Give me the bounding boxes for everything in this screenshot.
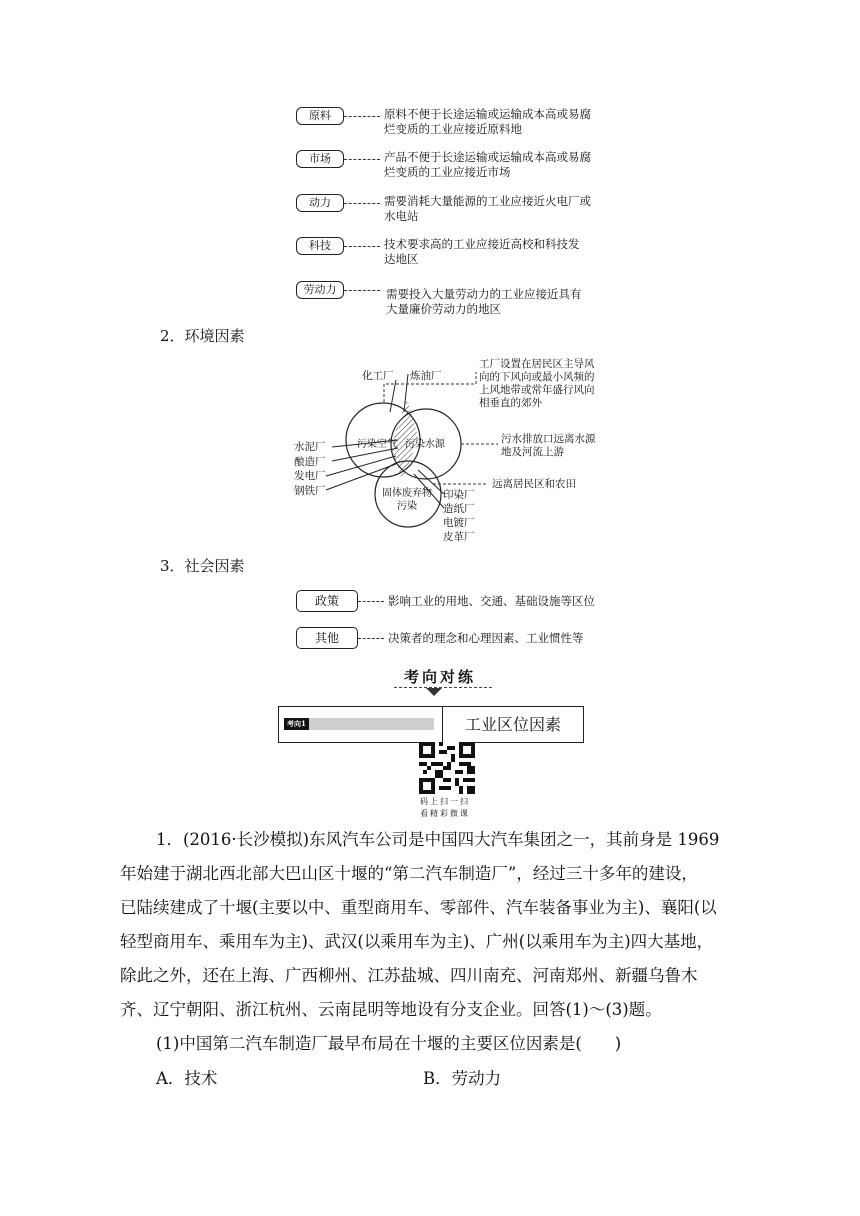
solid-note: 远离居民区和农田 [492, 478, 576, 490]
paragraph-line: 年始建于湖北西北部大巴山区十堰的“第二汽车制造厂”，经过三十多年的建设， [120, 864, 698, 883]
note-line: 上风地带或常年盛行风向 [479, 384, 595, 396]
paragraph-line: 1．(2016·长沙模拟)东风汽车公司是中国四大汽车集团之一，其前身是 1969 [156, 830, 720, 849]
factory-label-refinery: 炼油厂 [410, 370, 442, 382]
dashed-connector [358, 638, 384, 639]
factory-label: 电镀厂 [443, 517, 475, 529]
note-line: 相垂直的郊外 [479, 397, 542, 409]
desc-line: 烂变质的工业应接近市场 [384, 165, 511, 179]
air-note [479, 358, 595, 410]
paragraph-line: 已陆续建成了十堰(主要以中、重型商用车、零部件、汽车装备事业为主)、襄阳(以 [120, 898, 717, 917]
label-line: 固体废弃物 [382, 488, 432, 499]
desc-line: 原料不便于长途运输或运输成本高或易腐 [384, 107, 591, 121]
note-line: 地及河流上游 [501, 446, 564, 458]
factory-label: 钢铁厂 [294, 484, 326, 497]
factory-label: 酿造厂 [294, 455, 326, 468]
banner-underline [394, 687, 492, 688]
desc-line: 烂变质的工业应接近原料地 [384, 122, 522, 136]
air-pollution-label: 污染空气 [357, 439, 397, 450]
factory-label-chemical: 化工厂 [362, 370, 394, 382]
note-line: 污水排放口远离水源 [501, 433, 596, 445]
water-pollution-label: 污染水源 [405, 439, 445, 450]
desc-line: 技术要求高的工业应接近高校和科技发 [384, 237, 580, 251]
social-desc-other: 决策者的理念和心理因素、工业惯性等 [388, 631, 584, 645]
practice-banner-title: 考向对练 [404, 668, 477, 686]
factor-label-labor: 劳动力 [296, 281, 344, 299]
connector-line [326, 456, 396, 476]
qr-caption-line-1: 码上扫一扫 [420, 797, 470, 806]
factory-label: 印染厂 [443, 489, 475, 501]
dashed-connector [358, 601, 384, 602]
label-line: 污染 [397, 501, 417, 512]
factory-label: 皮革厂 [443, 531, 475, 543]
factory-label: 水泥厂 [294, 441, 326, 453]
topic-tag: 考向1 [284, 718, 309, 730]
section-heading-environment: 2．环境因素 [160, 327, 245, 345]
water-note [501, 433, 596, 459]
section-heading-social: 3．社会因素 [160, 557, 245, 575]
solid-waste-label [377, 487, 437, 513]
connector-line [390, 380, 396, 412]
paragraph-line: 齐、辽宁朝阳、浙江杭州、云南昆明等地设有分支企业。回答(1)～(3)题。 [120, 1000, 662, 1019]
social-label-other: 其他 [296, 627, 358, 649]
qr-code-image [419, 742, 475, 794]
social-desc-policy: 影响工业的用地、交通、基础设施等区位 [388, 594, 595, 608]
factor-label-market: 市场 [296, 150, 344, 168]
sub-question: (1)中国第二汽车制造厂最早布局在十堰的主要区位因素是( ) [156, 1034, 622, 1053]
desc-line: 达地区 [384, 252, 419, 266]
paragraph-line: 除此之外，还在上海、广西柳州、江苏盐城、四川南充、河南郑州、新疆乌鲁木 [120, 966, 698, 985]
social-label-policy: 政策 [296, 590, 358, 612]
topic-divider [442, 707, 443, 742]
banner-arrow-icon [426, 688, 442, 697]
qr-caption-line-2: 看精彩微课 [420, 809, 470, 818]
factor-label-technology: 科技 [296, 237, 344, 255]
option-a: A．技术 [156, 1069, 218, 1088]
factory-label: 造纸厂 [443, 503, 475, 515]
paragraph-line: 轻型商用车、乘用车为主)、武汉(以乘用车为主)、广州(以乘用车为主)四大基地， [120, 932, 714, 951]
factor-label-power: 动力 [296, 194, 344, 212]
option-b: B．劳动力 [423, 1069, 502, 1088]
topic-box [278, 706, 584, 743]
desc-line: 水电站 [384, 209, 419, 223]
desc-line: 需要消耗大量能源的工业应接近火电厂或 [384, 194, 591, 208]
note-line: 工厂设置在居民区主导风 [479, 358, 595, 370]
venn-diagram-graphic [0, 0, 860, 560]
note-line: 向的下风向或最小风频的 [479, 371, 595, 383]
desc-line: 大量廉价劳动力的地区 [386, 302, 501, 316]
left-factory-list [294, 440, 326, 498]
solid-factory-list [443, 488, 475, 544]
desc-line: 产品不便于长途运输或运输成本高或易腐 [384, 150, 591, 164]
topic-title: 工业区位因素 [465, 715, 562, 734]
factory-label: 发电厂 [294, 470, 326, 482]
desc-line: 需要投入大量劳动力的工业应接近具有 [386, 287, 582, 301]
factor-label-raw-material: 原料 [296, 107, 344, 125]
